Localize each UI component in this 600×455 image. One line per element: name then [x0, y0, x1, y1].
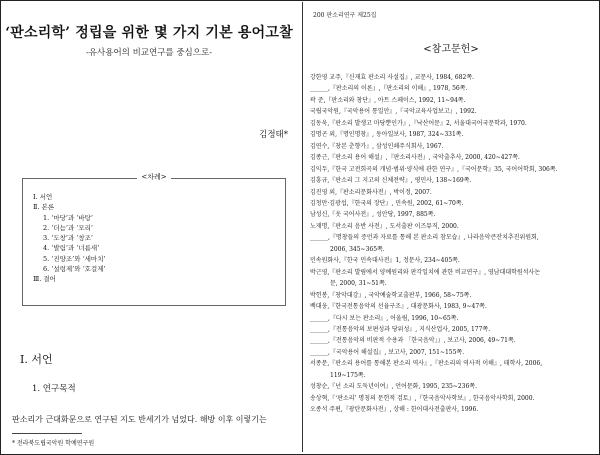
reference-entry: 송상혁,『‘판소리’ 명칭의 문헌적 검토』,『한국음악사학보』, 한국음악사학회, 2000. [310, 394, 535, 402]
reference-entry: 국립국악원,『국악용어 통일안』,『국악교육사업보고』, 1992. [310, 108, 477, 116]
reference-entry-continuation: 2006, 345~365쪽. [330, 245, 385, 253]
reference-entry: ______,『전통음악의 비판적 수용과 「한국음악」』, 보고사, 2006, 49~71쪽. [310, 337, 516, 345]
reference-entry: 곽 준,『판소리와 창단』, 아트 스페이스, 1992, 11~94쪽. [310, 96, 466, 104]
section-heading: Ⅰ. 서언 [20, 353, 53, 366]
reference-entry: 서종문,『판소리 용어를 통해본 판소리 역사』,『판소리의 역사적 이해』, 태학사, 2006, [310, 360, 543, 368]
reference-entry-continuation: 문, 2000, 31~51쪽. [330, 280, 387, 288]
toc-item: Ⅲ. 결어 [33, 275, 56, 284]
reference-entry: ______,『전통음악의 보편성과 당위성』, 지식산업사, 2005, 177쪽. [310, 325, 491, 333]
reference-entry-continuation: 119~175쪽. [330, 371, 366, 379]
reference-entry: 김진영 외,『판소리문화사전』, 박이정, 2007. [310, 188, 432, 196]
reference-entry: 김청만·김광섭,『한국의 장단』, 민속원, 2002, 61~70쪽. [310, 199, 464, 207]
reference-entry: ______,『판소리의 이론』,『판소리의 이해』, 1978, 56쪽. [310, 85, 468, 93]
reference-entry: 김익두,『한국 고전희곡의 개념·범위·양식에 관한 연구』,『국어문학』35, 국어어학회, 306쪽. [310, 165, 558, 173]
reference-entry: 백대웅,『한국전통음악의 선율구조』, 대광문화사, 1983, 9~47쪽. [310, 303, 487, 311]
reference-entry: ______,『명창들의 증언과 자료를 통해 본 판소리 참모습』, 나라음악큰잔치추진위원회, [310, 234, 539, 242]
author-name: 김정태* [259, 130, 288, 140]
reference-entry: 민속원화사,『한국 민속대사전』1, 정문사, 234~405쪽. [310, 257, 460, 265]
toc-item: 1. ‘마당’과 ‘바탕’ [43, 213, 93, 222]
toc-item: Ⅰ. 서언 [33, 193, 53, 201]
toc-heading: <차례> [23, 172, 285, 182]
reference-entry: 김연수,『창본 춘향가』, 삼성인쇄주식회사, 1967. [310, 142, 444, 150]
article-subtitle: -유사용어의 비교연구를 중심으로- [85, 48, 213, 58]
reference-entry: ______,『국악용어 해설집』, 보고사, 2007, 151~155쪽. [310, 348, 465, 356]
article-title: ‘판소리학’ 정립을 위한 몇 가지 기본 용어고찰 [5, 25, 293, 41]
reference-entry: 강한영 교주,『신재효 판소리 사설집』, 교문사, 1984, 682쪽. [310, 74, 475, 81]
reference-entry: ______,『다시 보는 판소리』, 어울림, 1996, 10~65쪽. [310, 314, 459, 322]
reference-entry: 노재명,『판소리 음반 사전』, 도서출판 이즈뮤직, 2000. [310, 222, 459, 230]
toc-item: 5. ‘진양조’와 ‘세마치’ [43, 254, 106, 263]
body-paragraph: 판소리가 근대화문으로 연구된 지도 반세기가 넘었다. 해방 이후 이렇기는 [12, 415, 267, 424]
references-title: <참고문헌> [423, 44, 479, 55]
reference-entry: 김명곤 외,『명인명창』, 동아일보사, 1987, 324~331쪽. [310, 131, 464, 139]
toc-item: 2. ‘더늠’과 ‘모리’ [43, 223, 93, 232]
reference-entry: 김흥규,『판소리 그 지고의 신체전략』, 평민사, 138~169쪽. [310, 177, 472, 185]
subsection-heading: 1. 연구목적 [32, 384, 76, 394]
reference-entry: 김동욱,『판소리 발생고 마당뿐인가』,『낙산어문』2, 서울대국어국문학과, 1970. [310, 119, 527, 127]
left-page [2, 2, 296, 452]
reference-entry: 오종석 주편,『광탄문화사전』, 상해 : 한어대사전출판사, 1996. [310, 406, 479, 414]
reference-entry: 성창순,『넌 소리 도둑년이여』, 언어문화, 1995, 235~236쪽. [310, 383, 478, 391]
toc-list [33, 192, 106, 285]
toc-item: 6. ‘설렁제’와 ‘호걸제’ [43, 265, 106, 274]
reference-entry: 박근영,『판소리 발림에서 양예원리와 판각일치에 관한 비교연구』, 영남대대학원석사논 [310, 268, 541, 276]
running-header: 200 판소리연구 제25집 [313, 12, 377, 19]
toc-item: Ⅱ. 본론 [33, 203, 55, 212]
toc-item: 3. ‘도창’과 ‘창조’ [43, 234, 93, 243]
right-page [302, 2, 599, 452]
table-of-contents [22, 173, 286, 306]
footnote: * 전라북도립국악원 학예연구원 [12, 440, 95, 447]
footnote-divider [12, 433, 82, 434]
reference-list [310, 72, 596, 416]
reference-entry: 남성신,『웃 국어사전』, 성안당, 1997, 885쪽. [310, 211, 436, 219]
reference-entry: 김종근,『판소리 용어 해설』,『판소리사전』, 국악출추사, 2000, 420~427쪽. [310, 154, 520, 162]
reference-entry: 박헌봉,『창악대강』, 국악예술학교출판부, 1966, 58~75쪽. [310, 291, 472, 299]
toc-item: 4. ‘발림’과 ‘너름새’ [43, 244, 100, 253]
